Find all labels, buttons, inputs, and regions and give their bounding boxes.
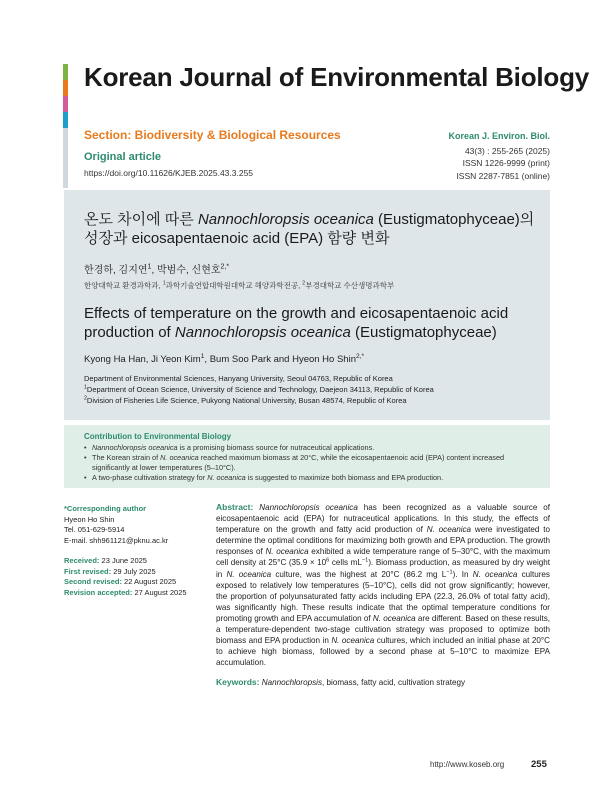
journal-title: Korean Journal of Environmental Biology — [84, 62, 590, 92]
email[interactable]: E-mail. shh961121@pknu.ac.kr — [64, 535, 169, 545]
strip-green — [63, 64, 68, 80]
contribution-list — [84, 443, 534, 483]
abstract: Abstract: Nannochloropsis oceanica has been recognized as a valuable source of eicosapentaenoic acid (EPA) for nutraceutical applications. In this study, the effects of temperature on the growth and fatty acid production of N. oceanica were investigated to determine the optimal conditions for maximizing both growth and EPA production. The growth responses of N. oceanica exhibited a wide temperature range of 5–30°C, with the maximum cell density at 25°C ($35.9 \times 10^6$ cells $mL^{-1}$). Biomass production, as measured by dry weight in N. oceanica culture, was the highest at 20°C (86.2 mg $L^{-1}$). In N. oceanica cultures exposed to relatively low temperatures (5–10°C), cells did not grow significantly; however, the proportion of polyunsaturated fatty acids including EPA (22.3, 26.0% of total fatty acid), was significantly high. These results indicate that the optimal temperature conditions for promoting growth and EPA accumulation of N. oceanica are different. Based on these results, a temperature-dependent two-stage cultivation strategy was proposed to optimize both biomass and EPA production in N. oceanica cultures, which included an initial phase at 20°C to achieve high biomass, followed by a second phase at 5–10°C to maximize EPA accumulation. — [216, 502, 551, 668]
corresponding-author-label: *Corresponding author — [64, 504, 147, 513]
strip-blue — [63, 112, 68, 128]
section-label: Section: Biodiversity & Biological Resources — [84, 128, 341, 142]
strip-pink — [63, 96, 68, 112]
contribution-title: Contribution to Environmental Biology — [84, 432, 232, 441]
english-authors: Kyong Ha Han, Ji Yeon Kim$^1$, Bum Soo Park and Hyeon Ho Shin$^{2,*}$ — [84, 352, 365, 365]
strip-gray — [63, 128, 68, 188]
volume-pages: 43(3) : 255-265 (2025) — [464, 145, 550, 156]
received-date: Received: 23 June 2025 — [64, 556, 147, 565]
page-number: 255 — [531, 759, 547, 770]
korean-affiliations: 한양대학교 환경과학과, $^1$과학기술연합대학원대학교 해양과학전공, $^2$부경대학교 수산생명과학부 — [84, 280, 395, 290]
list-item: • A two-phase cultivation strategy for N. oceanica is suggested to maximize both biomass and EPA production. — [84, 473, 534, 483]
citation-block — [448, 130, 550, 182]
english-title: Effects of temperature on the growth and eicosapentaenoic acid production of Nannochloropsis oceanica (Eustigmatophyceae) — [84, 305, 509, 341]
author-sidebar — [64, 504, 204, 598]
footer-url[interactable]: http://www.koseb.org — [430, 760, 505, 769]
first-revised-date: First revised: 29 July 2025 — [64, 566, 156, 576]
english-affiliations: Department of Environmental Sciences, Hanyang University, Seoul 04763, Republic of Korea $^1$Department of Ocean Science, University of Science and Technology, Daejeon 34113, Republic of Korea $^2$Division of Fisheries Life Science, Pukyong National University, Busan 48574, Republic of Korea — [84, 374, 434, 405]
korean-title: 온도 차이에 따른 Nannochloropsis oceanica (Eustigmatophyceae)의 성장과 eicosapentaenoic acid (EPA) 함량 변화 — [84, 211, 535, 247]
strip-orange — [63, 80, 68, 96]
keywords-label: Keywords: — [216, 677, 260, 687]
issn-online: ISSN 2287-7851 (online) — [456, 170, 550, 181]
telephone: Tel. 051-629-5914 — [64, 525, 125, 534]
doi-link[interactable]: https://doi.org/10.11626/KJEB.2025.43.3.255 — [84, 168, 254, 178]
abstract-label: Abstract: — [216, 502, 254, 512]
article-type: Original article — [84, 151, 162, 163]
issn-print: ISSN 1226-9999 (print) — [462, 158, 550, 168]
korean-authors: 한경하, 김지연$^1$, 박범수, 신현호$^{2,*}$ — [84, 263, 230, 276]
journal-color-strip — [63, 64, 68, 188]
accepted-date: Revision accepted: 27 August 2025 — [64, 587, 187, 597]
journal-abbr: Korean J. Environ. Biol. — [448, 131, 550, 141]
keywords: Keywords: Nannochloropsis, biomass, fatty acid, cultivation strategy — [216, 677, 466, 687]
second-revised-date: Second revised: 22 August 2025 — [64, 577, 177, 586]
list-item: • The Korean strain of N. oceanica reached maximum biomass at 20°C, while the eicosapentaenoic acid (EPA) content increased significantly at lower temperatures (5–10°C). — [84, 453, 534, 473]
list-item: • Nannochloropsis oceanica is a promising biomass source for nutraceutical applications. — [84, 443, 534, 453]
corresponding-author-name: Hyeon Ho Shin — [64, 514, 115, 524]
